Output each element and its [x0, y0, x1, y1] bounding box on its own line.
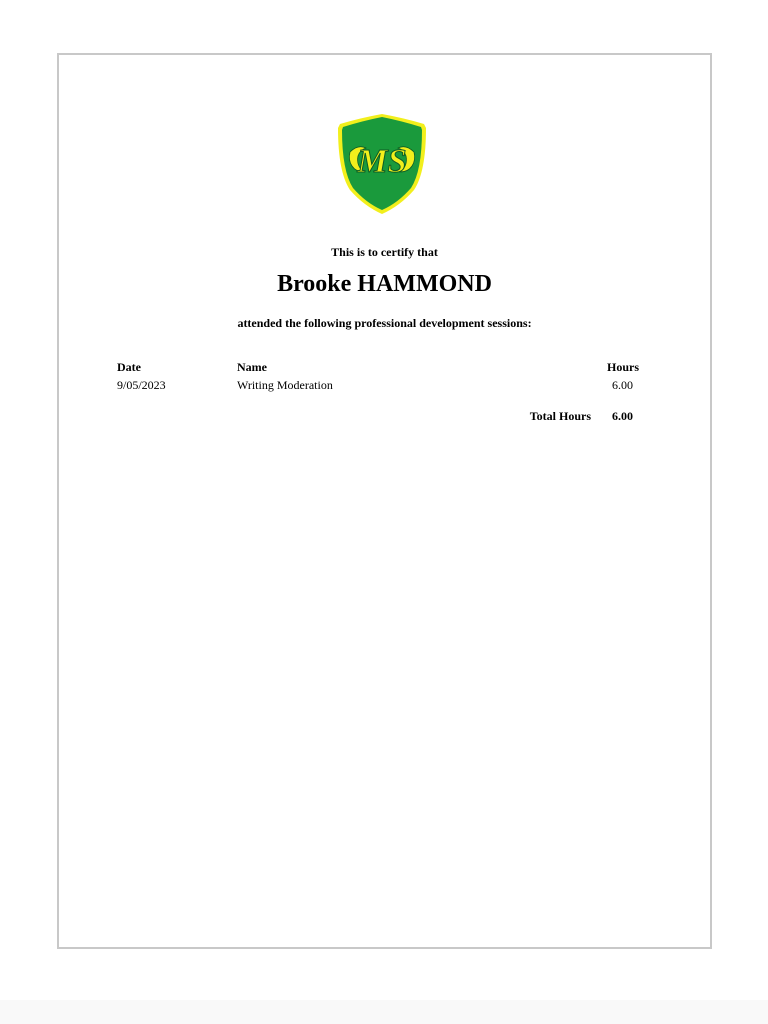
recipient-name: Brooke HAMMOND [277, 271, 492, 297]
hours-column-header: Hours [607, 360, 640, 374]
certify-intro-text: This is to certify that [331, 245, 438, 259]
school-crest-logo [330, 114, 434, 218]
session-hours: 6.00 [612, 378, 633, 392]
date-column-header: Date [117, 360, 141, 374]
attendance-statement: attended the following professional development sessions: [237, 316, 532, 330]
svg-text:MS: MS [357, 143, 407, 180]
session-date: 9/05/2023 [117, 378, 166, 392]
name-column-header: Name [237, 360, 267, 374]
total-hours-value: 6.00 [612, 409, 633, 423]
total-hours-label: Total Hours [529, 409, 591, 423]
certificate-page [57, 53, 712, 949]
session-name: Writing Moderation [237, 378, 333, 392]
